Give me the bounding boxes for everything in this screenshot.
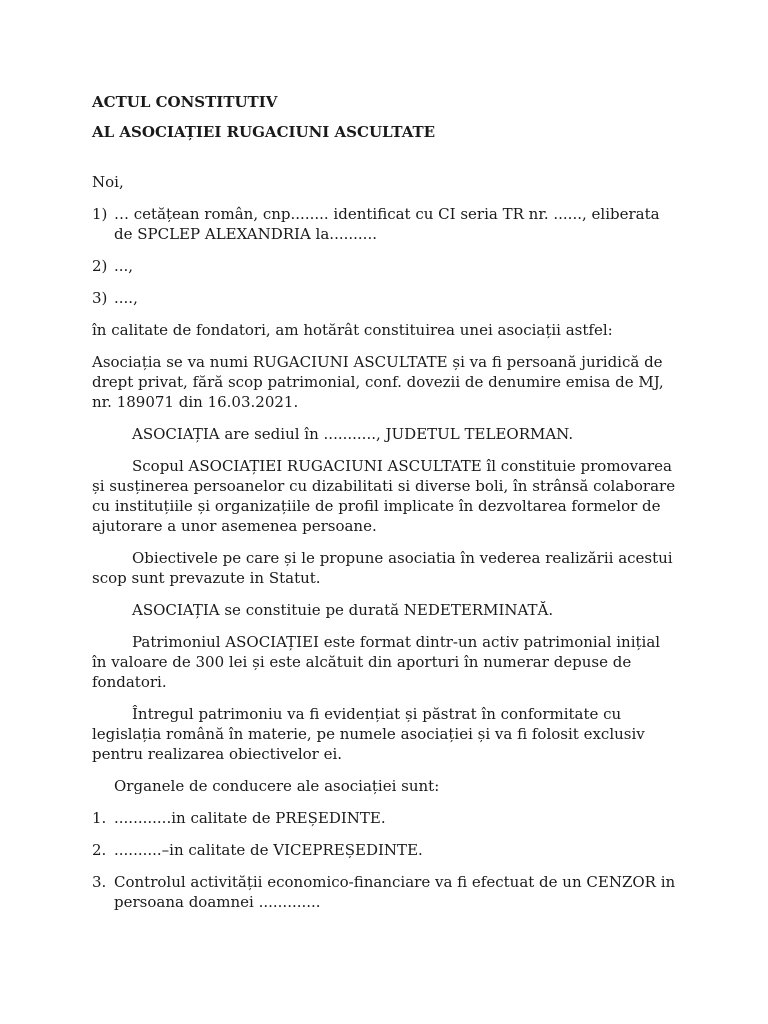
- document-subtitle: AL ASOCIAȚIEI RUGACIUNI ASCULTATE: [92, 123, 436, 141]
- body-number: 1.: [92, 809, 107, 827]
- body-number: 2.: [92, 841, 107, 859]
- patrimony-use-paragraph: Întregul patrimoniu va fi evidențiat și păstrat în conformitate cu legislația română în materie, pe numele asociației și va fi folosit exclusiv pentru realizarea obiectivelor ei.: [92, 705, 645, 763]
- duration-paragraph: ASOCIAȚIA se constituie pe durată NEDETERMINATĂ.: [132, 601, 554, 619]
- body-text: Controlul activității economico-financiare va fi efectuat de un CENZOR in persoana doamnei .............: [114, 873, 676, 911]
- body-number: 3.: [92, 873, 107, 891]
- document-title: ACTUL CONSTITUTIV: [92, 93, 278, 111]
- objectives-paragraph: Obiectivele pe care și le propune asociatia în vederea realizării acestui scop sunt prevazute in Statut.: [92, 549, 673, 587]
- founder-number: 3): [92, 289, 108, 307]
- bodies-intro: Organele de conducere ale asociației sunt:: [114, 777, 440, 795]
- founder-item: [92, 256, 676, 276]
- founder-number: 2): [92, 257, 108, 275]
- body-text: ..........–in calitate de VICEPREȘEDINTE.: [114, 841, 423, 859]
- greeting: Noi,: [92, 173, 124, 191]
- body-item: [92, 808, 676, 828]
- patrimony-paragraph: Patrimoniul ASOCIAȚIEI este format dintr-un activ patrimonial inițial în valoare de 300 lei și este alcătuit din aporturi în numerar depuse de fondatori.: [92, 633, 661, 691]
- body-text: ............in calitate de PREȘEDINTE.: [114, 809, 386, 827]
- founder-text: ...,: [114, 257, 134, 275]
- intro-paragraph: în calitate de fondatori, am hotărât constituirea unei asociații astfel:: [92, 321, 613, 339]
- founder-item: [92, 204, 676, 244]
- seat-paragraph: ASOCIAȚIA are sediul în ..........., JUDETUL TELEORMAN.: [132, 425, 574, 443]
- founder-number: 1): [92, 205, 108, 223]
- body-item: [92, 872, 676, 912]
- name-paragraph: Asociația se va numi RUGACIUNI ASCULTATE și va fi persoană juridică de drept privat, fără scop patrimonial, conf. dovezii de denumire emisa de MJ, nr. 189071 din 16.03.2021.: [92, 353, 664, 411]
- body-item: [92, 840, 676, 860]
- document-page: [92, 92, 676, 924]
- founder-text: … cetățean român, cnp........ identificat cu CI seria TR nr. ......, eliberata de SPCLEP ALEXANDRIA la..........: [114, 205, 660, 243]
- purpose-paragraph: Scopul ASOCIAȚIEI RUGACIUNI ASCULTATE îl constituie promovarea și susținerea persoanelor cu dizabilitati si diverse boli, în strânsă colaborare cu instituțiile și organizațiile de profil implicate în dezvoltarea formelor de ajutorare a unor asemenea persoane.: [92, 457, 676, 535]
- founder-item: [92, 288, 676, 308]
- founder-text: ....,: [114, 289, 138, 307]
